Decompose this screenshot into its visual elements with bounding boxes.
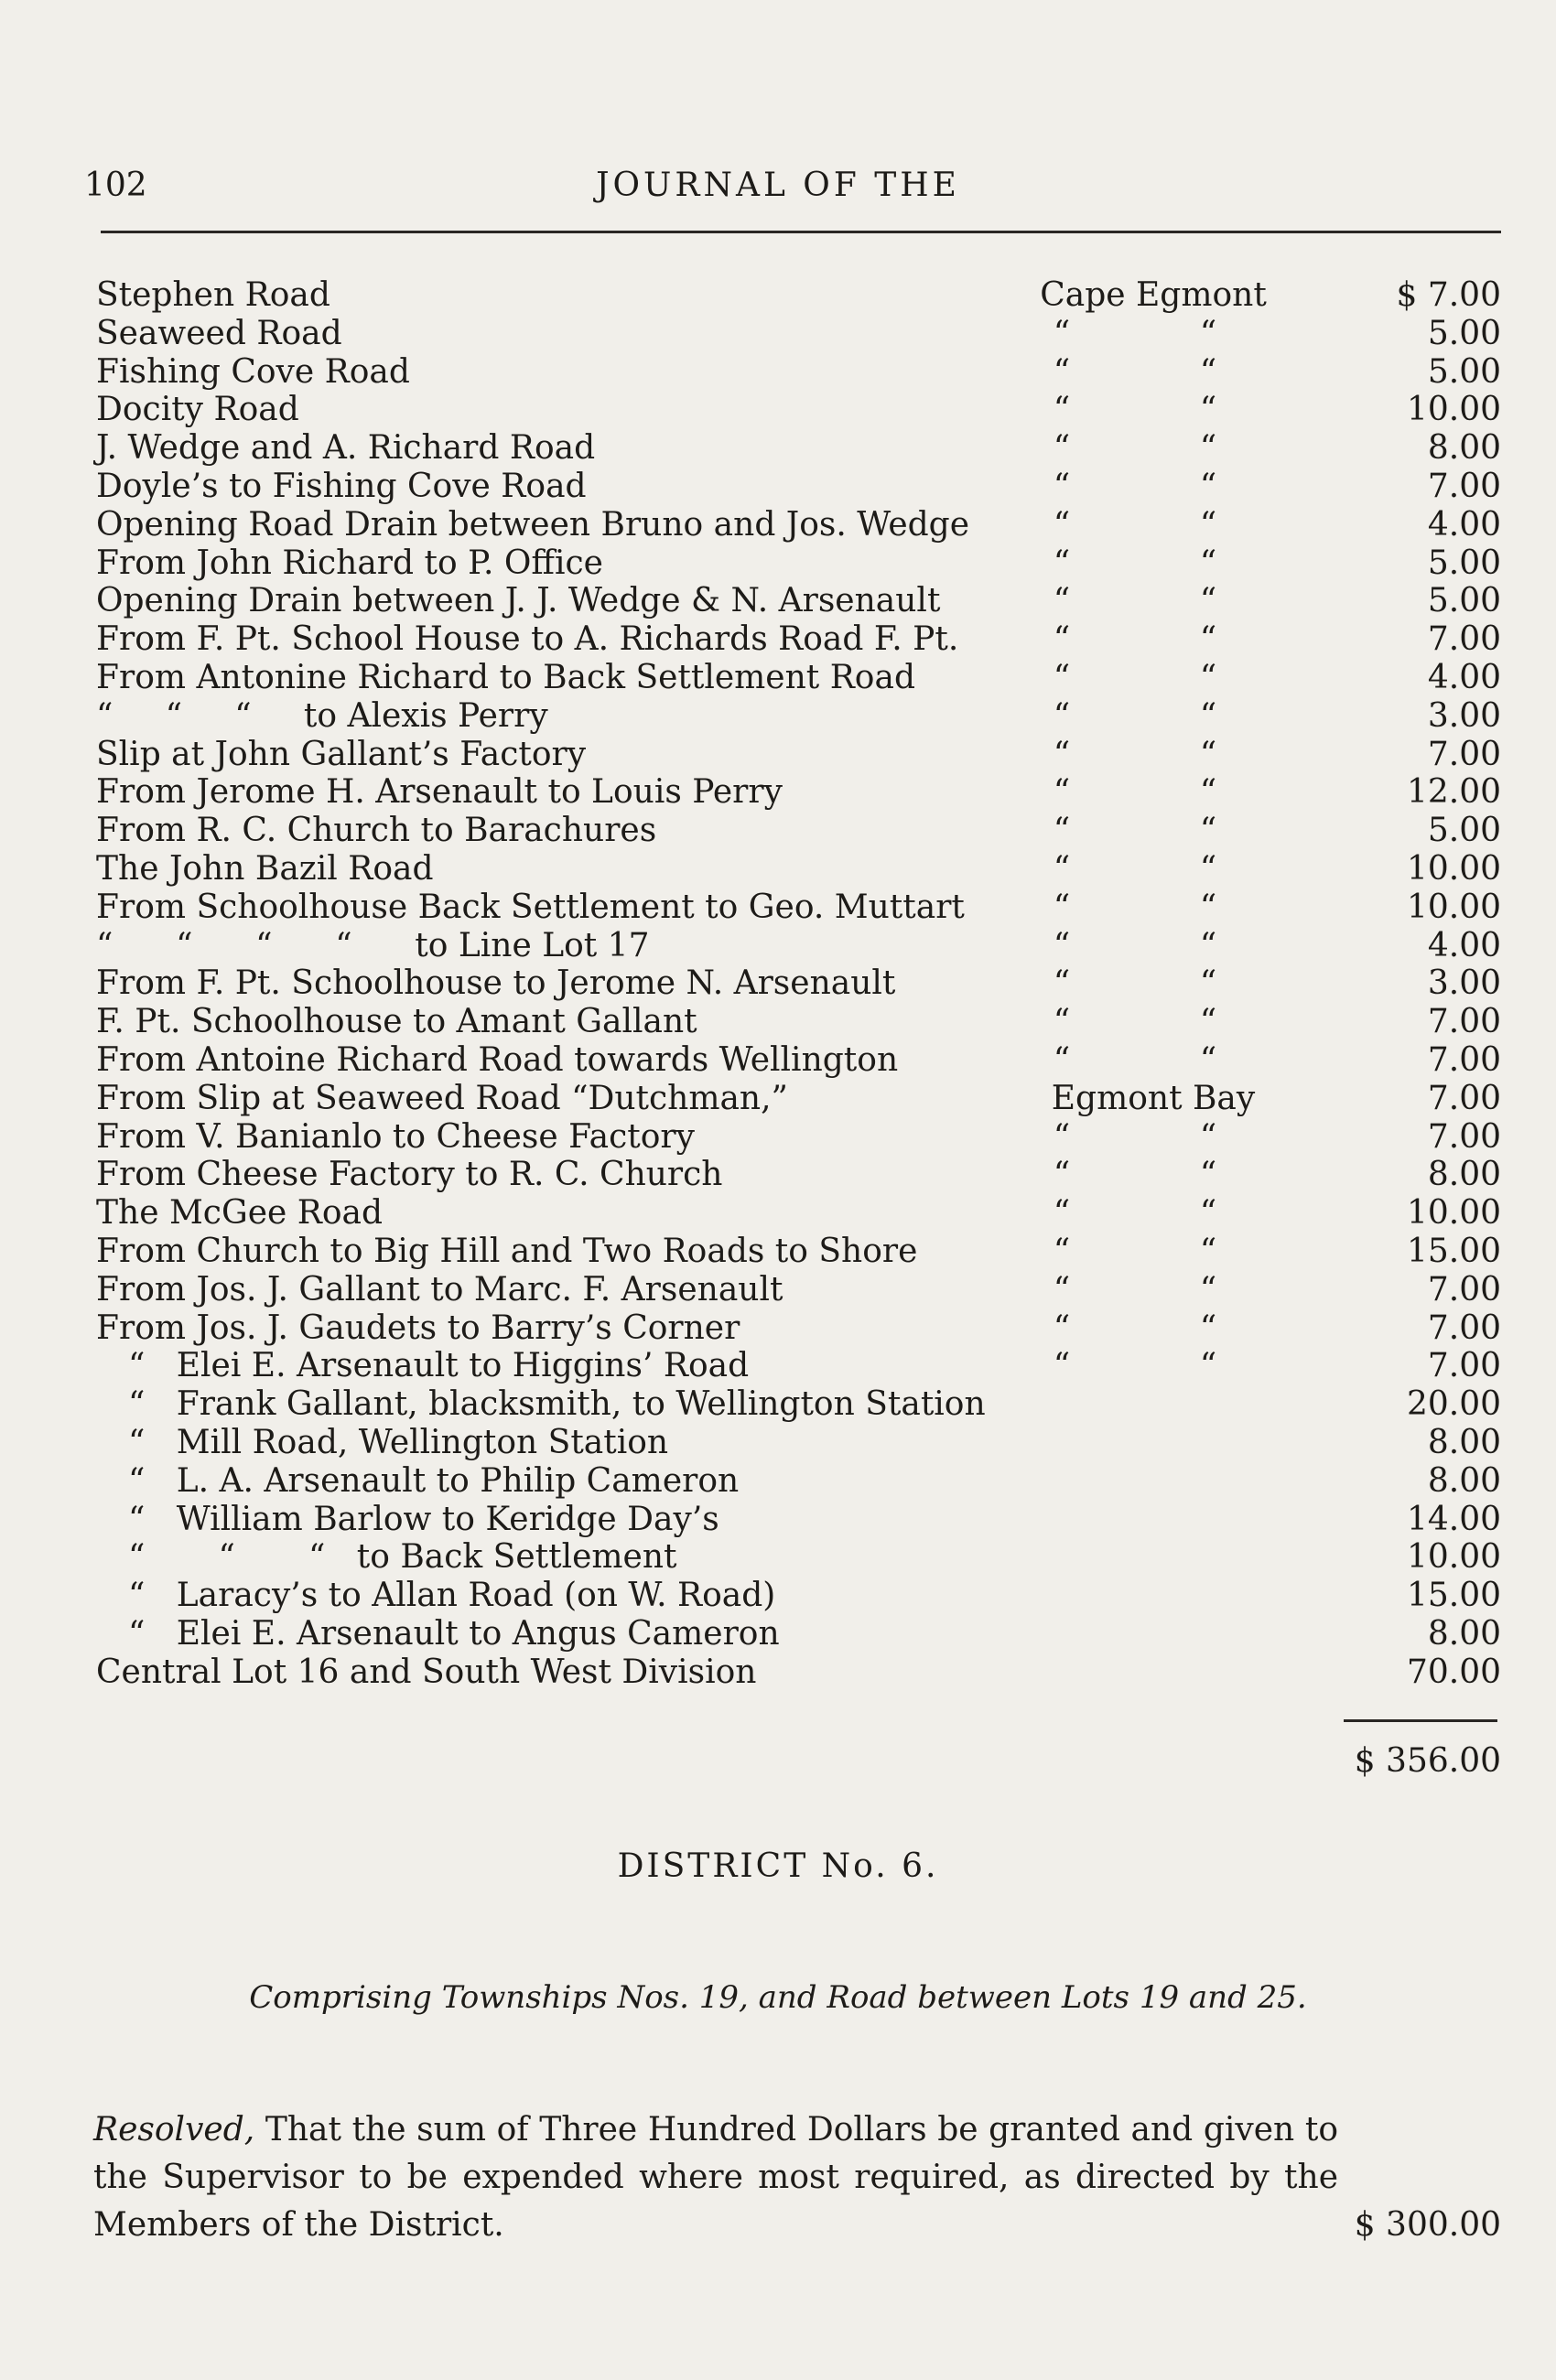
amount: 5.00 — [1427, 582, 1501, 620]
ditto-mark: “ — [1199, 1194, 1217, 1233]
resolution-amount: $ 300.00 — [1354, 2206, 1501, 2244]
amount: 15.00 — [1406, 1232, 1501, 1270]
page-header — [0, 163, 1556, 209]
ditto-mark: “ — [1199, 658, 1217, 696]
table-row — [0, 1080, 1556, 1118]
amount: 7.00 — [1427, 1270, 1501, 1308]
road-description: “ L. A. Arsenault to Philip Cameron — [128, 1461, 740, 1500]
amount: 5.00 — [1427, 812, 1501, 850]
ditto-mark: “ — [1053, 696, 1071, 735]
road-description: The John Bazil Road — [96, 849, 434, 888]
table-row — [0, 1194, 1556, 1233]
amount: 8.00 — [1427, 1423, 1501, 1461]
ditto-mark: “ — [1053, 1156, 1071, 1194]
road-description: Seaweed Road — [96, 314, 342, 352]
ditto-mark: “ — [1053, 391, 1071, 429]
road-description: From Jos. J. Gallant to Marc. F. Arsenault — [96, 1270, 783, 1308]
road-description: “ William Barlow to Keridge Day’s — [128, 1500, 719, 1538]
table-row — [0, 888, 1556, 927]
road-description: “ “ “ to Alexis Perry — [96, 696, 548, 735]
ditto-mark: “ — [1199, 812, 1217, 850]
amount: 10.00 — [1406, 888, 1501, 926]
amount: 4.00 — [1427, 505, 1501, 544]
amount: 5.00 — [1427, 544, 1501, 582]
road-description: From Cheese Factory to R. C. Church — [96, 1156, 723, 1194]
road-description: From F. Pt. Schoolhouse to Jerome N. Arsenault — [96, 964, 896, 1003]
table-row — [0, 544, 1556, 583]
ditto-mark: “ — [1199, 964, 1217, 1003]
road-description: Slip at John Gallant’s Factory — [96, 735, 587, 773]
table-row — [0, 1156, 1556, 1194]
ditto-mark: “ — [1199, 314, 1217, 352]
road-description: From Jos. J. Gaudets to Barry’s Corner — [96, 1308, 740, 1347]
amount: 10.00 — [1406, 849, 1501, 888]
road-description: “ Elei E. Arsenault to Higgins’ Road — [128, 1347, 750, 1385]
road-description: From F. Pt. School House to A. Richards Road F. Pt. — [96, 620, 959, 659]
table-row — [0, 1041, 1556, 1080]
ditto-mark: “ — [1053, 888, 1071, 926]
ditto-mark: “ — [1199, 849, 1217, 888]
amount: 7.00 — [1427, 1003, 1501, 1041]
amount: 15.00 — [1406, 1577, 1501, 1615]
road-description: From John Richard to P. Office — [96, 544, 603, 582]
location: Cape Egmont — [1040, 276, 1267, 314]
ditto-mark: “ — [1053, 429, 1071, 468]
table-row — [0, 1462, 1556, 1501]
table-row — [0, 582, 1556, 620]
road-description: From Antonine Richard to Back Settlement Road — [96, 658, 915, 696]
total-amount: $ 356.00 — [1354, 1742, 1501, 1780]
table-row — [0, 1309, 1556, 1348]
table-row — [0, 353, 1556, 392]
road-description: Fishing Cove Road — [96, 352, 410, 391]
table-row — [0, 391, 1556, 429]
ditto-mark: “ — [1199, 620, 1217, 659]
district-title: DISTRICT No. 6. — [617, 1847, 939, 1885]
ditto-mark: “ — [1199, 505, 1217, 544]
road-description: The McGee Road — [96, 1194, 384, 1233]
ditto-mark: “ — [1053, 467, 1071, 505]
amount: 7.00 — [1427, 620, 1501, 659]
road-description: From Schoolhouse Back Settlement to Geo. Muttart — [96, 888, 965, 926]
ditto-mark: “ — [1199, 696, 1217, 735]
table-row — [0, 620, 1556, 659]
ditto-mark: “ — [1199, 544, 1217, 582]
ditto-mark: “ — [1053, 1194, 1071, 1233]
ditto-mark: “ — [1199, 1347, 1217, 1385]
ditto-mark: “ — [1053, 1003, 1071, 1041]
table-row — [0, 1385, 1556, 1424]
road-description: From Slip at Seaweed Road “Dutchman,” — [96, 1079, 788, 1117]
amount: 70.00 — [1406, 1653, 1501, 1691]
amount: 20.00 — [1406, 1385, 1501, 1424]
road-description: Central Lot 16 and South West Division — [96, 1653, 757, 1691]
running-head: JOURNAL OF THE — [596, 167, 960, 204]
ditto-mark: “ — [1199, 888, 1217, 926]
ditto-mark: “ — [1199, 1117, 1217, 1156]
amount: 5.00 — [1427, 314, 1501, 352]
ditto-mark: “ — [1053, 1040, 1071, 1079]
road-description: Opening Drain between J. J. Wedge & N. Arsenault — [96, 582, 941, 620]
ditto-mark: “ — [1199, 391, 1217, 429]
amount: 7.00 — [1427, 1308, 1501, 1347]
table-row — [0, 659, 1556, 697]
table-row — [0, 1271, 1556, 1309]
road-description: From Church to Big Hill and Two Roads to Shore — [96, 1232, 918, 1270]
ditto-mark: “ — [1053, 849, 1071, 888]
amount: 10.00 — [1406, 1538, 1501, 1577]
ditto-mark: “ — [1053, 544, 1071, 582]
table-row — [0, 812, 1556, 850]
road-description: J. Wedge and A. Richard Road — [96, 429, 596, 468]
table-row — [0, 276, 1556, 315]
ditto-mark: “ — [1053, 964, 1071, 1003]
table-row — [0, 1347, 1556, 1385]
table-row — [0, 1424, 1556, 1462]
table-row — [0, 736, 1556, 774]
table-row — [0, 1577, 1556, 1615]
table-row — [0, 964, 1556, 1003]
ditto-mark: “ — [1199, 1270, 1217, 1308]
ditto-mark: “ — [1199, 773, 1217, 812]
road-description: “ “ “ to Back Settlement — [128, 1538, 677, 1577]
ditto-mark: “ — [1053, 314, 1071, 352]
ditto-mark: “ — [1199, 1040, 1217, 1079]
road-description: F. Pt. Schoolhouse to Amant Gallant — [96, 1003, 697, 1041]
ditto-mark: “ — [1199, 429, 1217, 468]
resolution-lead: Resolved, — [93, 2111, 255, 2148]
road-description: Docity Road — [96, 391, 299, 429]
road-description: From Antoine Richard Road towards Wellington — [96, 1040, 899, 1079]
table-row — [0, 1233, 1556, 1271]
table-row — [0, 1653, 1556, 1692]
road-grants-table — [0, 276, 1556, 1691]
district-subtitle: Comprising Townships Nos. 19, and Road between Lots 19 and 25. — [249, 1979, 1307, 2016]
resolution-paragraph — [93, 2106, 1338, 2249]
page-number: 102 — [84, 167, 147, 204]
table-row — [0, 1118, 1556, 1157]
ditto-mark: “ — [1199, 926, 1217, 964]
amount: 14.00 — [1406, 1500, 1501, 1538]
ditto-mark: “ — [1199, 352, 1217, 391]
amount: 7.00 — [1427, 1347, 1501, 1385]
ditto-mark: “ — [1053, 812, 1071, 850]
ditto-mark: “ — [1199, 1308, 1217, 1347]
ditto-mark: “ — [1053, 1270, 1071, 1308]
road-description: From V. Banianlo to Cheese Factory — [96, 1117, 695, 1156]
amount: 4.00 — [1427, 658, 1501, 696]
amount: 7.00 — [1427, 1079, 1501, 1117]
amount: 4.00 — [1427, 926, 1501, 964]
table-row — [0, 506, 1556, 544]
road-description: “ Mill Road, Wellington Station — [128, 1423, 669, 1461]
amount: 8.00 — [1427, 1461, 1501, 1500]
amount: 5.00 — [1427, 352, 1501, 391]
road-description: From R. C. Church to Barachures — [96, 812, 657, 850]
road-description: Doyle’s to Fishing Cove Road — [96, 467, 587, 505]
amount: 10.00 — [1406, 391, 1501, 429]
amount: 8.00 — [1427, 429, 1501, 468]
amount: 7.00 — [1427, 1117, 1501, 1156]
ditto-mark: “ — [1199, 467, 1217, 505]
table-row — [0, 315, 1556, 353]
road-description: “ Laracy’s to Allan Road (on W. Road) — [128, 1577, 776, 1615]
amount: 10.00 — [1406, 1194, 1501, 1233]
table-row — [0, 927, 1556, 965]
amount: 7.00 — [1427, 1040, 1501, 1079]
ditto-mark: “ — [1199, 1232, 1217, 1270]
table-row — [0, 468, 1556, 506]
amount: 8.00 — [1427, 1156, 1501, 1194]
header-rule — [101, 231, 1501, 233]
ditto-mark: “ — [1053, 658, 1071, 696]
ditto-mark: “ — [1199, 1156, 1217, 1194]
road-description: From Jerome H. Arsenault to Louis Perry — [96, 773, 783, 812]
amount: 7.00 — [1427, 467, 1501, 505]
amount: 3.00 — [1427, 696, 1501, 735]
total-rule — [1344, 1719, 1497, 1722]
road-description: Opening Road Drain between Bruno and Jos. Wedge — [96, 505, 970, 544]
ditto-mark: “ — [1053, 1347, 1071, 1385]
table-row — [0, 850, 1556, 888]
amount: 7.00 — [1427, 735, 1501, 773]
location: Egmont Bay — [1051, 1079, 1256, 1117]
amount: 8.00 — [1427, 1614, 1501, 1653]
table-row — [0, 1003, 1556, 1041]
ditto-mark: “ — [1053, 926, 1071, 964]
table-row — [0, 429, 1556, 468]
table-row — [0, 1538, 1556, 1577]
ditto-mark: “ — [1053, 505, 1071, 544]
road-description: Stephen Road — [96, 276, 330, 314]
table-row — [0, 1501, 1556, 1539]
ditto-mark: “ — [1199, 735, 1217, 773]
table-row — [0, 773, 1556, 812]
ditto-mark: “ — [1053, 582, 1071, 620]
ditto-mark: “ — [1053, 735, 1071, 773]
road-description: “ Frank Gallant, blacksmith, to Wellington Station — [128, 1385, 986, 1424]
ditto-mark: “ — [1053, 352, 1071, 391]
table-row — [0, 697, 1556, 736]
ditto-mark: “ — [1053, 1117, 1071, 1156]
ditto-mark: “ — [1053, 1232, 1071, 1270]
ditto-mark: “ — [1053, 773, 1071, 812]
ditto-mark: “ — [1053, 1308, 1071, 1347]
ditto-mark: “ — [1053, 620, 1071, 659]
ditto-mark: “ — [1199, 582, 1217, 620]
road-description: “ “ “ “ to Line Lot 17 — [96, 926, 650, 964]
amount: 12.00 — [1406, 773, 1501, 812]
table-row — [0, 1615, 1556, 1653]
amount: $ 7.00 — [1396, 276, 1501, 314]
resolution-text: That the sum of Three Hundred Dollars be granted and given to the Supervisor to be expended where most required, as directed by the Members of the District. — [93, 2111, 1338, 2244]
amount: 3.00 — [1427, 964, 1501, 1003]
ditto-mark: “ — [1199, 1003, 1217, 1041]
road-description: “ Elei E. Arsenault to Angus Cameron — [128, 1614, 780, 1653]
